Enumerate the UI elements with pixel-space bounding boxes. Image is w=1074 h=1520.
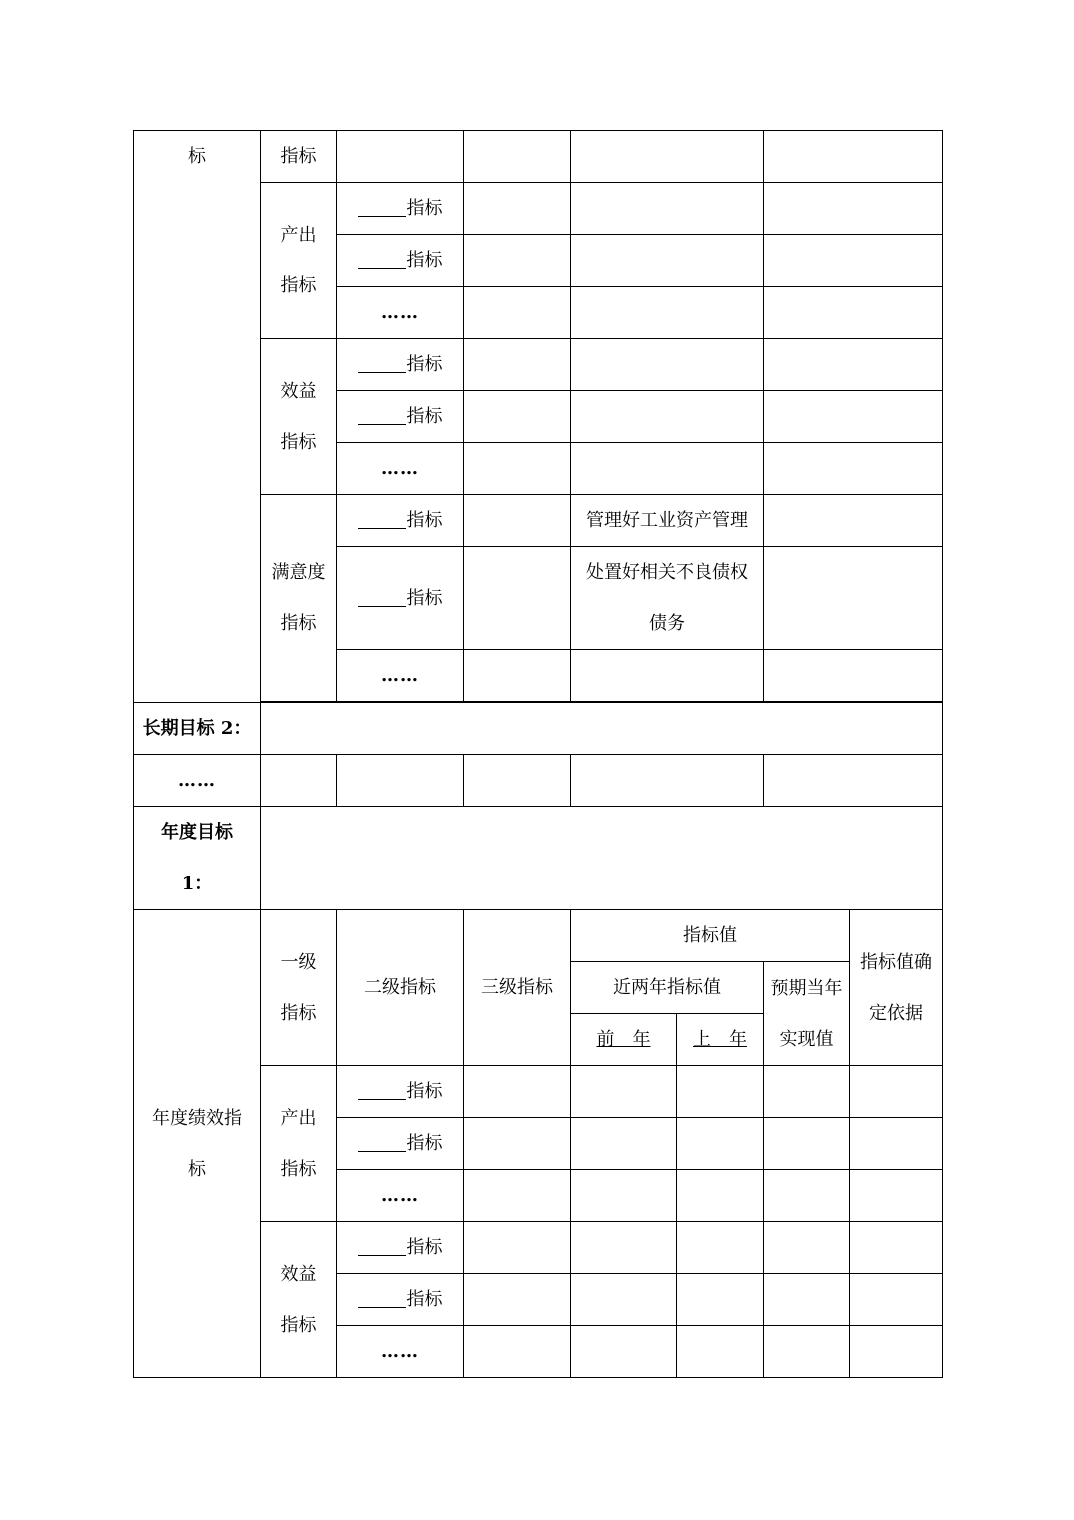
annual-goal-1-line2: 1： — [181, 873, 213, 894]
fill-blank — [358, 1289, 406, 1308]
value-cell — [571, 391, 764, 443]
output-indicator-line2: 指标 — [280, 274, 317, 296]
level3-cell — [464, 1326, 571, 1378]
empty-cell — [764, 755, 943, 807]
expected-cell — [764, 1066, 850, 1118]
basis-cell — [764, 235, 943, 287]
output-indicator-line1: 产出 — [280, 224, 317, 246]
last-year-cell — [677, 1066, 764, 1118]
level3-cell — [464, 1274, 571, 1326]
basis-cell — [764, 547, 943, 650]
ellipsis: …… — [381, 458, 419, 479]
prev-year-cell — [571, 1066, 677, 1118]
satisfaction-indicator-line1: 满意度 — [271, 562, 326, 583]
annual-goal-1-label — [134, 807, 261, 910]
expected-cell — [764, 1118, 850, 1170]
indicator-value-line1: 处置好相关不良债权 — [586, 562, 748, 583]
ellipsis-row-label — [134, 755, 261, 807]
level2-cell — [337, 547, 464, 650]
header-expected — [764, 962, 850, 1066]
fill-blank — [358, 406, 406, 425]
annual-indicator-line2: 标 — [188, 1158, 206, 1180]
level2-cell — [337, 235, 464, 287]
header-recent-two-years — [571, 962, 764, 1014]
level3-cell — [464, 1222, 571, 1274]
empty-cell — [337, 755, 464, 807]
header-basis — [850, 910, 943, 1066]
level1-label: 指标 — [280, 146, 317, 167]
header-indicator-value — [571, 910, 850, 962]
fill-blank — [358, 354, 406, 373]
annual-indicator-line1: 年度绩效指 — [152, 1107, 242, 1129]
header-indicator-value-text: 指标值 — [683, 925, 737, 946]
annual-indicator-label — [134, 910, 261, 1378]
basis-cell — [850, 1066, 943, 1118]
basis-cell — [764, 131, 943, 183]
header-level1-line1: 一级 — [280, 951, 317, 973]
indicator-value-line2: 债务 — [649, 613, 685, 634]
level2-cell — [337, 391, 464, 443]
header-prev-year — [571, 1014, 677, 1066]
level2-label: 指标 — [406, 1081, 443, 1102]
performance-indicator-table — [133, 130, 943, 1378]
basis-cell — [764, 443, 943, 495]
level3-cell — [464, 1118, 571, 1170]
level2-label: 指标 — [406, 510, 443, 531]
benefit-indicator-cell — [261, 339, 337, 495]
header-level3-text: 三级指标 — [481, 977, 553, 998]
level3-cell — [464, 650, 571, 702]
level2-label: 指标 — [406, 198, 443, 219]
header-expected-line2: 实现值 — [779, 1028, 834, 1050]
basis-cell — [850, 1274, 943, 1326]
annual-benefit-line1: 效益 — [280, 1263, 317, 1285]
empty-cell — [464, 755, 571, 807]
level2-label: 指标 — [406, 354, 443, 375]
benefit-indicator-line1: 效益 — [280, 380, 317, 402]
level2-cell — [337, 650, 464, 702]
basis-cell — [764, 183, 943, 235]
ellipsis: …… — [381, 665, 419, 686]
empty-cell — [261, 755, 337, 807]
level2-label: 指标 — [406, 250, 443, 271]
annual-output-indicator-cell — [261, 1066, 337, 1222]
expected-cell — [764, 1222, 850, 1274]
level3-cell — [464, 131, 571, 183]
ellipsis: …… — [381, 1341, 419, 1362]
level2-cell — [337, 1170, 464, 1222]
level2-label: 指标 — [406, 1133, 443, 1154]
annual-benefit-indicator-cell — [261, 1222, 337, 1378]
level3-cell — [464, 287, 571, 339]
level3-cell — [464, 339, 571, 391]
level2-cell — [337, 1066, 464, 1118]
satisfaction-indicator-line2: 指标 — [280, 613, 317, 634]
value-cell — [571, 131, 764, 183]
fill-blank — [358, 510, 406, 529]
prev-year-cell — [571, 1222, 677, 1274]
fill-blank — [358, 588, 406, 607]
level2-cell — [337, 443, 464, 495]
level2-cell — [337, 183, 464, 235]
level2-label: 指标 — [406, 587, 443, 609]
value-cell — [571, 443, 764, 495]
annual-output-line1: 产出 — [280, 1107, 317, 1129]
level2-cell — [337, 495, 464, 547]
annual-benefit-line2: 指标 — [280, 1314, 317, 1336]
fill-blank — [358, 198, 406, 217]
annual-output-line2: 指标 — [280, 1158, 317, 1180]
last-year-cell — [677, 1326, 764, 1378]
empty-cell — [571, 755, 764, 807]
level2-label: 指标 — [406, 1289, 443, 1310]
value-cell — [571, 287, 764, 339]
last-year-cell — [677, 1274, 764, 1326]
level3-cell — [464, 391, 571, 443]
fill-blank — [358, 1237, 406, 1256]
fill-blank — [358, 250, 406, 269]
basis-cell — [764, 287, 943, 339]
long-term-indicator-label — [134, 131, 261, 703]
level2-cell — [337, 1118, 464, 1170]
expected-cell — [764, 1274, 850, 1326]
level3-cell — [464, 1066, 571, 1118]
fill-blank — [358, 1081, 406, 1100]
satisfaction-indicator-cell — [261, 495, 337, 702]
header-last-year — [677, 1014, 764, 1066]
level2-cell — [337, 287, 464, 339]
fill-blank — [358, 1133, 406, 1152]
value-cell — [571, 495, 764, 547]
header-level1 — [261, 910, 337, 1066]
output-indicator-cell — [261, 183, 337, 339]
value-cell — [571, 339, 764, 391]
basis-cell — [850, 1118, 943, 1170]
long-term-indicator-label-text: 标 — [188, 146, 206, 167]
level3-cell — [464, 1170, 571, 1222]
header-level3 — [464, 910, 571, 1066]
basis-cell — [764, 650, 943, 702]
basis-cell — [850, 1326, 943, 1378]
last-year-cell — [677, 1222, 764, 1274]
expected-cell — [764, 1326, 850, 1378]
indicator-value-text: 管理好工业资产管理 — [586, 510, 748, 531]
level1-cell — [261, 131, 337, 183]
long-term-goal-2-label — [134, 703, 261, 755]
ellipsis: …… — [178, 770, 216, 791]
level2-cell — [337, 1274, 464, 1326]
level2-label: 指标 — [406, 406, 443, 427]
annual-goal-1-content — [261, 807, 943, 910]
level3-cell — [464, 495, 571, 547]
header-recent-two-years-text: 近两年指标值 — [613, 977, 721, 998]
header-prev-year-text: 前 年 — [596, 1029, 651, 1050]
level2-cell — [337, 131, 464, 183]
prev-year-cell — [571, 1274, 677, 1326]
header-level2 — [337, 910, 464, 1066]
basis-cell — [764, 391, 943, 443]
level3-cell — [464, 443, 571, 495]
value-cell — [571, 547, 764, 650]
prev-year-cell — [571, 1118, 677, 1170]
level2-cell — [337, 339, 464, 391]
level2-cell — [337, 1222, 464, 1274]
ellipsis: …… — [381, 302, 419, 323]
basis-cell — [850, 1170, 943, 1222]
level3-cell — [464, 547, 571, 650]
header-last-year-text: 上 年 — [693, 1029, 747, 1050]
value-cell — [571, 235, 764, 287]
basis-cell — [764, 495, 943, 547]
basis-cell — [764, 339, 943, 391]
header-level1-line2: 指标 — [280, 1002, 317, 1024]
last-year-cell — [677, 1170, 764, 1222]
prev-year-cell — [571, 1170, 677, 1222]
value-cell — [571, 183, 764, 235]
level3-cell — [464, 235, 571, 287]
header-level2-text: 二级指标 — [364, 977, 436, 998]
benefit-indicator-line2: 指标 — [280, 431, 317, 453]
expected-cell — [764, 1170, 850, 1222]
basis-cell — [850, 1222, 943, 1274]
last-year-cell — [677, 1118, 764, 1170]
value-cell — [571, 650, 764, 702]
long-term-goal-2-content — [261, 703, 943, 755]
level3-cell — [464, 183, 571, 235]
ellipsis: …… — [381, 1185, 419, 1206]
annual-goal-1-line1: 年度目标 — [161, 822, 233, 843]
level2-cell — [337, 1326, 464, 1378]
header-basis-line1: 指标值确 — [860, 951, 932, 973]
level2-label: 指标 — [406, 1237, 443, 1258]
long-term-goal-2-text: 长期目标 2： — [142, 718, 252, 739]
header-basis-line2: 定依据 — [869, 1002, 923, 1024]
header-expected-line1: 预期当年 — [770, 977, 843, 999]
prev-year-cell — [571, 1326, 677, 1378]
